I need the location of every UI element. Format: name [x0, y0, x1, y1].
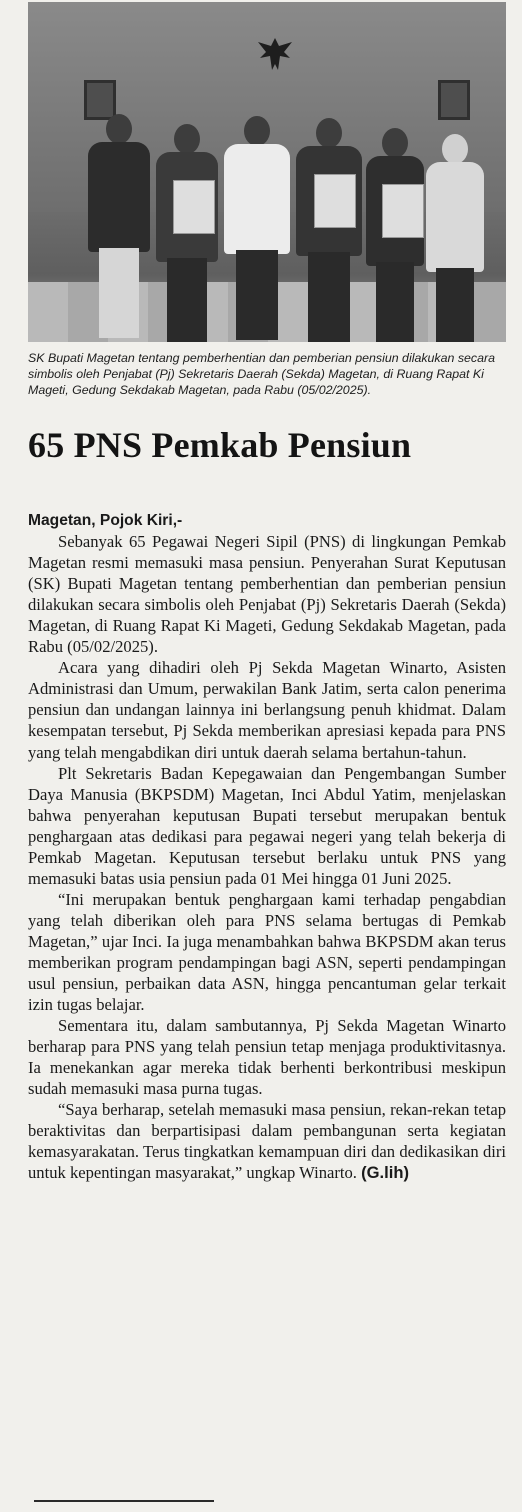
- author-initials: (G.lih): [361, 1163, 410, 1183]
- photo-person-3: [224, 116, 290, 342]
- article-photo: [28, 2, 506, 342]
- article-paragraph-6-text: “Saya berharap, setelah memasuki masa pensiun, rekan-rekan tetap beraktivitas dan berpartisipasi dalam pembangunan serta kegiatan kemasyarakatan. Terus tingkatkan kemampuan diri dan dedikasikan diri untuk kepentingan masyarakat,” ungkap Winarto.: [28, 1100, 506, 1183]
- garuda-emblem-icon: [254, 34, 296, 74]
- photo-caption: SK Bupati Magetan tentang pemberhentian dan pemberian pensiun dilakukan secara simbolis oleh Penjabat (Pj) Sekretaris Daerah (Sekda) Magetan, di Ruang Rapat Ki Mageti, Gedung Sekdakab Magetan, pada Rabu (05/02/2025).: [28, 351, 496, 397]
- article-paragraph-3: Plt Sekretaris Badan Kepegawaian dan Pengembangan Sumber Daya Manusia (BKPSDM) Magetan, Inci Abdul Yatim, menjelaskan bahwa penyerahan keputusan Bupati tersebut merupakan bentuk penghargaan atas dedikasi para pegawai negeri yang telah bekerja di Pemkab Magetan. Keputusan tersebut berlaku untuk PNS yang memasuki batas usia pensiun pada 01 Mei hingga 01 Juni 2025.: [28, 763, 506, 888]
- newspaper-clipping: [22, 0, 510, 1512]
- article-headline: 65 PNS Pemkab Pensiun: [28, 425, 412, 465]
- article-paragraph-4: “Ini merupakan bentuk penghargaan kami terhadap pengabdian yang telah diberikan oleh para PNS selama bertugas di Pemkab Magetan,” ujar Inci. Ia juga menambahkan bahwa BKPSDM akan terus memberikan program pendampingan bagi ASN, seperti pendampingan usul pensiun, perbaikan data ASN, hingga pencantuman gelar terkait izin tugas belajar.: [28, 889, 506, 1015]
- article-paragraph-5: Sementara itu, dalam sambutannya, Pj Sekda Magetan Winarto berharap para PNS yang telah pensiun tetap menjaga produktivitasnya. Ia menekankan agar mereka tidak berhenti berkontribusi meskipun sudah memasuki masa purna tugas.: [28, 1016, 506, 1099]
- article-paragraph-6: [28, 1099, 506, 1183]
- photo-person-1: [88, 114, 150, 342]
- bottom-rule: [34, 1500, 214, 1502]
- article-paragraph-2: Acara yang dihadiri oleh Pj Sekda Magetan Winarto, Asisten Administrasi dan Umum, perwakilan Bank Jatim, serta calon penerima pensiun dan undangan lainnya ini berlangsung penuh khidmat. Dalam kesempatan tersebut, Pj Sekda memberikan apresiasi kepada para PNS yang telah mengabdikan diri untuk daerah selama bertahun-tahun.: [28, 658, 506, 762]
- photo-person-2: [156, 124, 218, 342]
- photo-person-6: [426, 134, 484, 342]
- article-paragraph-1: Sebanyak 65 Pegawai Negeri Sipil (PNS) di lingkungan Pemkab Magetan resmi memasuki masa pensiun. Penyerahan Surat Keputusan (SK) Bupati Magetan tentang pemberhentian dan pemberian pensiun dilakukan secara simbolis oleh Penjabat (Pj) Sekretaris Daerah (Sekda) Magetan, di Ruang Rapat Ki Mageti, Gedung Sekdakab Magetan, pada Rabu (05/02/2025).: [28, 532, 506, 657]
- article-dateline: Magetan, Pojok Kiri,-: [28, 512, 183, 529]
- photo-wall-frame-right: [438, 80, 470, 120]
- photo-person-5: [366, 128, 424, 342]
- photo-person-4: [296, 118, 362, 342]
- article-body: [28, 510, 506, 1184]
